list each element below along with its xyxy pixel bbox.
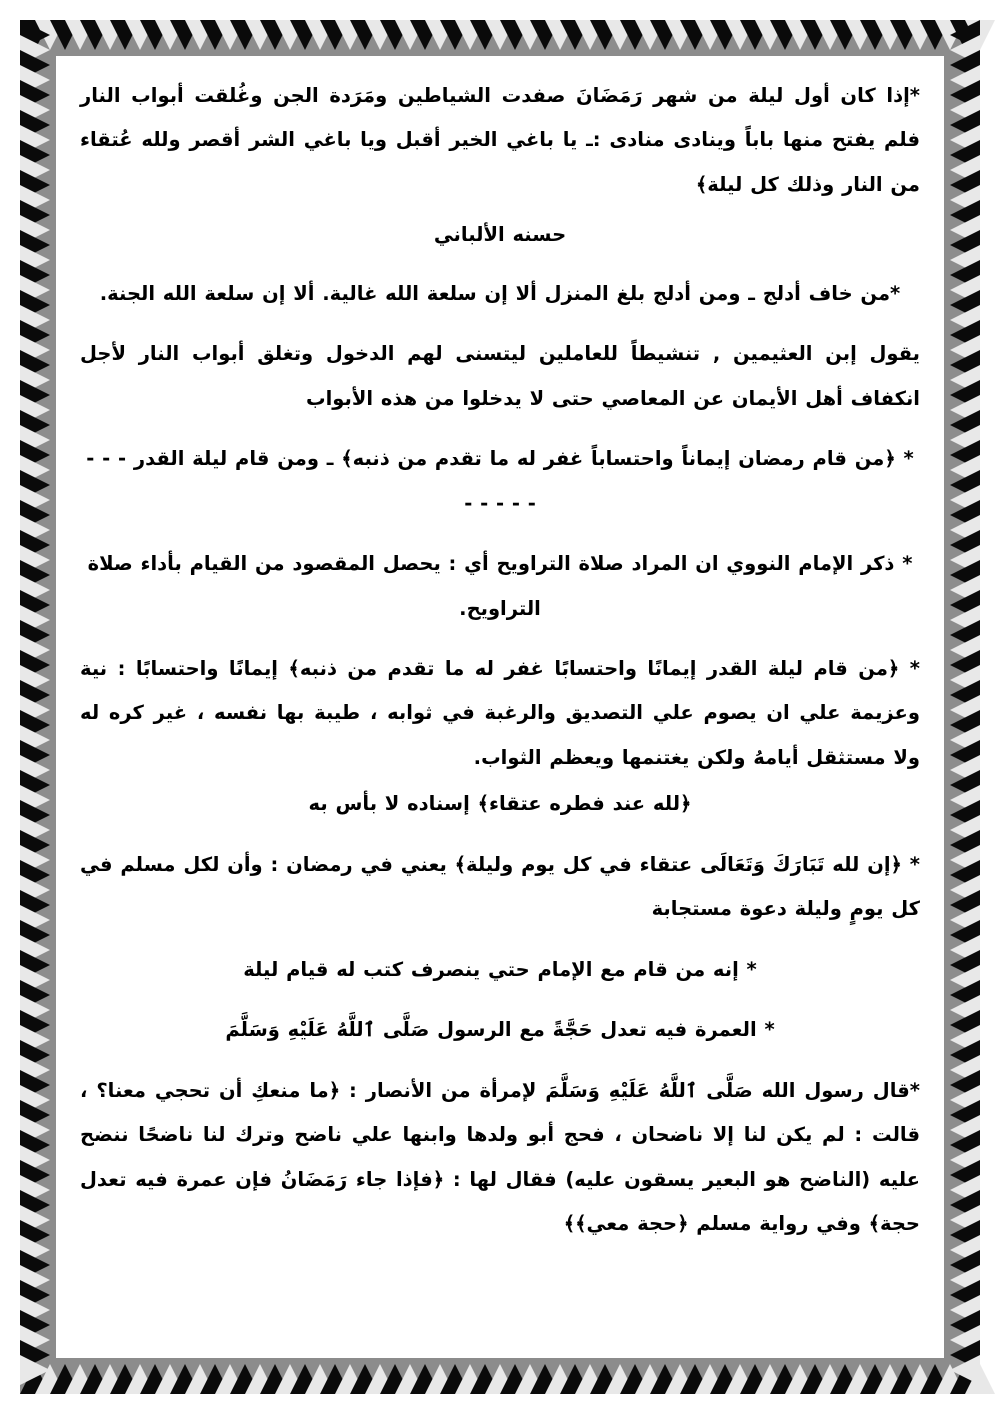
paragraph-laylat-alqadr: * ﴿من قام ليلة القدر إيمانًا واحتسابًا غفر له ما تقدم من ذنبه﴾ إيمانًا واحتسابًا : نية وعزيمة علي ان يصوم علي التصديق والرغبة في ثوابه ، طيبة بها نفسه ، غير كره له ولا مستثقل أيامهُ ولكن يغتنمها ويعظم الثواب. bbox=[80, 656, 920, 769]
paragraph-hadith-first-night: *إذا كان أول ليلة من شهر رَمَضَانَ صفدت الشياطين ومَرَدة الجن وغُلقت أبواب النار فلم يفتح منها باباً وينادى منادى :ـ يا باغي الخير أقبل ويا باغي الشر أقصر ولله عُتقاء من النار وذلك كل ليلة﴾ bbox=[80, 84, 920, 196]
paragraph-lillah-utaqa: ﴿لله عند فطره عتقاء﴾ إسناده لا بأس به bbox=[308, 792, 692, 816]
paragraph-imam-nawawi: * ذكر الإمام النووي ان المراد صلاة التراويح أي : يحصل المقصود من القيام بأداء صلاة التراويح. bbox=[87, 552, 913, 620]
paragraph-hadith-qama-ramadan: * ﴿من قام رمضان إيماناً واحتساباً غفر له ما تقدم من ذنبه﴾ ـ ومن قام ليلة القدر - - - - - - - - bbox=[86, 447, 914, 515]
body-text-container bbox=[58, 58, 942, 1246]
spacer bbox=[80, 833, 920, 843]
page-content-area bbox=[58, 58, 942, 1356]
spacer bbox=[80, 322, 920, 332]
spacer bbox=[80, 938, 920, 948]
paragraph-umrah-equals-hajj: * العمرة فيه تعدل حَجَّةً مع الرسول صَلَّى ٱللَّهُ عَلَيْهِ وَسَلَّمَ bbox=[225, 1018, 775, 1042]
paragraph-qiyam-with-imam: * إنه من قام مع الإمام حتي ينصرف كتب له قيام ليلة bbox=[243, 957, 757, 981]
paragraph-ansari-woman: *قال رسول الله صَلَّى ٱللَّهُ عَلَيْهِ وَسَلَّمَ لإمرأة من الأنصار : ﴿ما منعكِ أن تحجي معنا؟ ، قالت : لم يكن لنا إلا ناضحان ، فحج أبو ولدها وابنها علي ناضح وترك لنا ناضحًا ننضح عليه (الناضح هو البعير يسقون عليه) فقال لها : ﴿فإذا جاء رَمَضَانُ فإن عمرة فيه تعدل حجة﴾ وفي رواية مسلم ﴿حجة معي﴾﴾ bbox=[80, 1078, 920, 1235]
paragraph-hadith-adlaj: *من خاف أدلج ـ ومن أدلج بلغ المنزل ألا إن سلعة الله غالية. ألا إن سلعة الله الجنة. bbox=[99, 281, 901, 305]
border-tooth-right-light bbox=[950, 1355, 980, 1385]
spacer bbox=[80, 1059, 920, 1069]
spacer bbox=[80, 427, 920, 437]
spacer bbox=[80, 998, 920, 1008]
border-tooth-left-light bbox=[20, 1355, 50, 1385]
paragraph-inna-lillah-utaqa: * ﴿إن لله تَبَارَكَ وَتَعَالَى عتقاء في كل يوم وليلة﴾ يعني في رمضان : وأن لكل مسلم في كل يومٍ وليلة دعوة مستجابة bbox=[80, 852, 920, 921]
spacer bbox=[80, 532, 920, 542]
spacer bbox=[80, 637, 920, 647]
paragraph-attribution-albani: حسنه الألباني bbox=[433, 223, 567, 247]
paragraph-ibn-uthaymeen: يقول إبن العثيمين , تنشيطاً للعاملين ليتسنى لهم الدخول وتغلق أبواب النار لأجل انكفاف أهل الأيمان عن المعاصي حتى لا يدخلوا من هذه الأبواب bbox=[80, 342, 920, 410]
